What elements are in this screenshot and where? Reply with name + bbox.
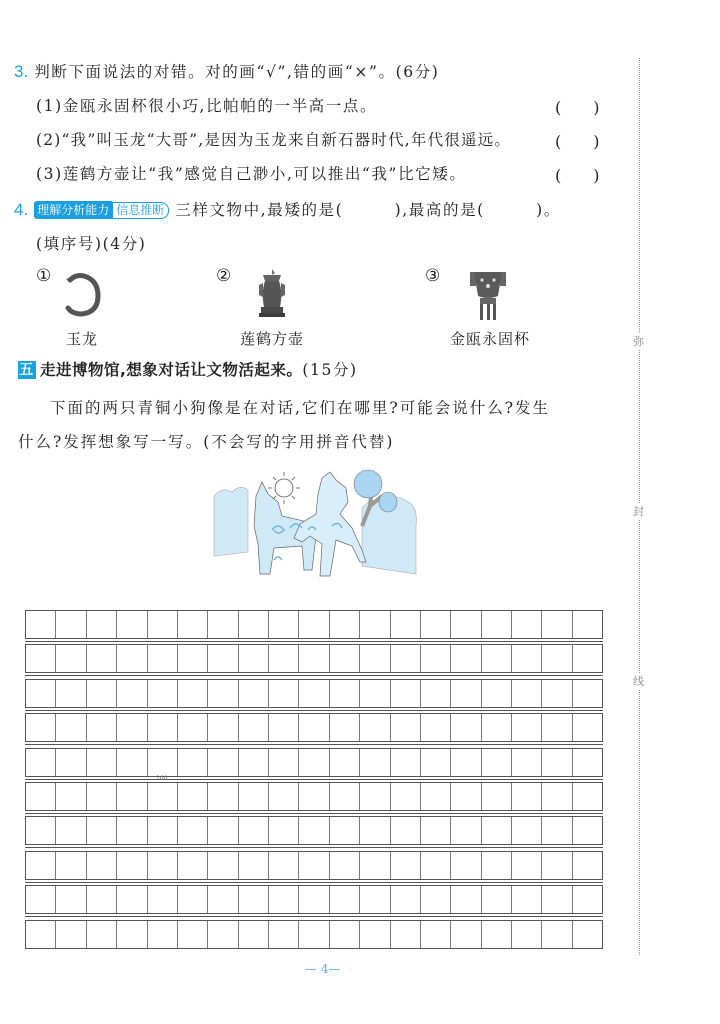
grid-cell[interactable]	[269, 783, 299, 810]
section-5-header	[18, 360, 358, 380]
grid-cell[interactable]	[299, 680, 329, 707]
grid-cell[interactable]	[482, 680, 512, 707]
grid-cell[interactable]	[269, 680, 299, 707]
grid-cell[interactable]	[26, 852, 56, 879]
grid-cell[interactable]	[391, 680, 421, 707]
section-number: 五	[19, 362, 35, 378]
grid-cell[interactable]	[208, 783, 238, 810]
grid-cell[interactable]	[148, 783, 178, 810]
grid-row[interactable]	[25, 816, 603, 845]
grid-cell[interactable]	[208, 645, 238, 672]
grid-cell[interactable]	[299, 611, 329, 638]
grid-cell[interactable]	[239, 714, 269, 741]
grid-cell[interactable]	[26, 817, 56, 844]
grid-cell[interactable]	[360, 817, 390, 844]
grid-cell[interactable]	[512, 714, 542, 741]
grid-cell[interactable]	[299, 749, 329, 776]
grid-cell[interactable]	[360, 714, 390, 741]
golden-cup-icon	[468, 268, 508, 322]
grid-cell[interactable]	[421, 714, 451, 741]
grid-cell[interactable]	[148, 852, 178, 879]
grid-cell[interactable]	[56, 749, 86, 776]
grid-cell[interactable]	[178, 783, 208, 810]
grid-cell[interactable]	[117, 852, 147, 879]
grid-cell[interactable]	[239, 921, 269, 948]
grid-cell[interactable]	[391, 921, 421, 948]
grid-cell[interactable]	[542, 783, 572, 810]
grid-cell[interactable]	[148, 921, 178, 948]
section-5-instructions-2	[18, 432, 394, 452]
grid-cell[interactable]	[451, 817, 481, 844]
skill-sub-badge: 信息推断	[112, 202, 169, 219]
grid-cell[interactable]	[421, 611, 451, 638]
grid-cell[interactable]	[573, 921, 602, 948]
grid-cell[interactable]	[299, 886, 329, 913]
grid-row[interactable]	[25, 782, 603, 811]
grid-cell[interactable]	[117, 645, 147, 672]
grid-cell[interactable]	[269, 921, 299, 948]
grid-gap-line	[25, 710, 603, 711]
grid-cell[interactable]	[482, 645, 512, 672]
grid-cell[interactable]	[330, 783, 360, 810]
question-3-item-3	[36, 164, 466, 184]
grid-cell[interactable]	[56, 817, 86, 844]
grid-cell[interactable]	[512, 749, 542, 776]
grid-cell[interactable]	[178, 680, 208, 707]
grid-cell[interactable]	[512, 680, 542, 707]
grid-cell[interactable]	[26, 680, 56, 707]
item-text: (2)“我”叫玉龙“大哥”,是因为玉龙来自新石器时代,年代很遥远。	[36, 131, 512, 149]
grid-cell[interactable]	[26, 749, 56, 776]
grid-cell[interactable]	[542, 680, 572, 707]
grid-cell[interactable]	[239, 852, 269, 879]
character-count-marker: 100	[156, 775, 168, 782]
grid-cell[interactable]	[56, 852, 86, 879]
grid-cell[interactable]	[87, 886, 117, 913]
grid-cell[interactable]	[391, 852, 421, 879]
grid-gap-line	[25, 882, 603, 883]
grid-cell[interactable]	[542, 611, 572, 638]
grid-cell[interactable]	[451, 852, 481, 879]
grid-cell[interactable]	[360, 645, 390, 672]
grid-cell[interactable]	[451, 886, 481, 913]
grid-cell[interactable]	[391, 749, 421, 776]
answer-blank[interactable]: ( )	[555, 132, 600, 151]
skill-badge: 理解分析能力	[34, 201, 112, 219]
grid-cell[interactable]	[542, 852, 572, 879]
bronze-dogs-illustration	[212, 466, 418, 590]
section-5-instructions-1	[50, 398, 550, 418]
grid-cell[interactable]	[56, 886, 86, 913]
grid-cell[interactable]	[482, 921, 512, 948]
item-text: (3)莲鹤方壶让“我”感觉自己渺小,可以推出“我”比它矮。	[36, 165, 467, 183]
grid-row[interactable]	[25, 713, 603, 742]
grid-cell[interactable]	[87, 921, 117, 948]
grid-cell[interactable]	[26, 921, 56, 948]
grid-cell[interactable]	[239, 749, 269, 776]
grid-cell[interactable]	[512, 645, 542, 672]
grid-cell[interactable]	[56, 714, 86, 741]
question-3-item-1	[36, 96, 377, 116]
artifact-index: ②	[216, 266, 232, 286]
grid-cell[interactable]	[208, 921, 238, 948]
artifact-name: 莲鹤方壶	[240, 330, 305, 348]
grid-row[interactable]	[25, 610, 603, 639]
grid-cell[interactable]	[573, 783, 602, 810]
grid-cell[interactable]	[512, 886, 542, 913]
artifact-index: ①	[36, 266, 52, 286]
grid-cell[interactable]	[56, 921, 86, 948]
grid-cell[interactable]	[360, 680, 390, 707]
grid-cell[interactable]	[148, 611, 178, 638]
grid-cell[interactable]	[360, 886, 390, 913]
grid-cell[interactable]	[299, 714, 329, 741]
grid-cell[interactable]	[542, 645, 572, 672]
grid-cell[interactable]	[148, 714, 178, 741]
grid-cell[interactable]	[542, 714, 572, 741]
grid-cell[interactable]	[512, 921, 542, 948]
grid-cell[interactable]	[330, 886, 360, 913]
grid-cell[interactable]	[269, 645, 299, 672]
grid-cell[interactable]	[391, 886, 421, 913]
grid-cell[interactable]	[330, 645, 360, 672]
grid-cell[interactable]	[269, 886, 299, 913]
grid-cell[interactable]	[117, 886, 147, 913]
grid-cell[interactable]	[87, 714, 117, 741]
grid-cell[interactable]	[573, 817, 602, 844]
grid-cell[interactable]	[421, 783, 451, 810]
grid-gap-line	[25, 744, 603, 745]
grid-cell[interactable]	[87, 680, 117, 707]
grid-cell[interactable]	[117, 680, 147, 707]
grid-gap-line	[25, 847, 603, 848]
grid-cell[interactable]	[299, 852, 329, 879]
grid-cell[interactable]	[421, 852, 451, 879]
grid-cell[interactable]	[421, 817, 451, 844]
grid-cell[interactable]	[117, 714, 147, 741]
grid-cell[interactable]	[330, 714, 360, 741]
grid-cell[interactable]	[208, 852, 238, 879]
grid-cell[interactable]	[391, 645, 421, 672]
grid-cell[interactable]	[330, 611, 360, 638]
grid-cell[interactable]	[542, 886, 572, 913]
grid-cell[interactable]	[269, 714, 299, 741]
grid-cell[interactable]	[573, 886, 602, 913]
grid-cell[interactable]	[208, 886, 238, 913]
grid-cell[interactable]	[56, 645, 86, 672]
grid-cell[interactable]	[542, 817, 572, 844]
grid-cell[interactable]	[360, 852, 390, 879]
grid-cell[interactable]	[482, 611, 512, 638]
grid-cell[interactable]	[299, 817, 329, 844]
grid-row[interactable]	[25, 748, 603, 777]
question-text: (填序号)(4分)	[36, 235, 147, 253]
margin-label: 线	[633, 675, 644, 688]
grid-cell[interactable]	[148, 749, 178, 776]
item-text: (1)金瓯永固杯很小巧,比帕帕的一半高一点。	[36, 97, 378, 115]
grid-cell[interactable]	[512, 783, 542, 810]
grid-cell[interactable]	[573, 714, 602, 741]
question-text: 三样文物中,最矮的是( ),最高的是( )。	[175, 201, 561, 219]
artifact-name: 金瓯永固杯	[450, 330, 531, 348]
grid-cell[interactable]	[269, 611, 299, 638]
grid-cell[interactable]	[391, 611, 421, 638]
question-3-item-2	[36, 130, 511, 150]
grid-gap-line	[25, 916, 603, 917]
grid-cell[interactable]	[87, 852, 117, 879]
grid-cell[interactable]	[421, 680, 451, 707]
grid-cell[interactable]	[269, 749, 299, 776]
grid-gap-line	[25, 675, 603, 676]
grid-cell[interactable]	[208, 714, 238, 741]
grid-cell[interactable]	[87, 783, 117, 810]
lotus-crane-pot-icon	[255, 267, 289, 321]
grid-cell[interactable]	[87, 645, 117, 672]
grid-cell[interactable]	[482, 749, 512, 776]
grid-cell[interactable]	[330, 817, 360, 844]
grid-cell[interactable]	[512, 817, 542, 844]
grid-cell[interactable]	[360, 611, 390, 638]
grid-cell[interactable]	[239, 817, 269, 844]
grid-cell[interactable]	[299, 783, 329, 810]
grid-cell[interactable]	[87, 749, 117, 776]
grid-cell[interactable]	[117, 749, 147, 776]
question-number: 3.	[14, 62, 29, 81]
grid-cell[interactable]	[26, 611, 56, 638]
grid-row[interactable]	[25, 920, 603, 949]
grid-cell[interactable]	[148, 680, 178, 707]
grid-cell[interactable]	[148, 886, 178, 913]
grid-cell[interactable]	[208, 817, 238, 844]
jade-dragon-icon	[62, 272, 104, 318]
answer-blank[interactable]: ( )	[555, 166, 600, 185]
grid-cell[interactable]	[451, 783, 481, 810]
grid-row[interactable]	[25, 679, 603, 708]
section-title: 走进博物馆,想象对话让文物活起来。	[40, 361, 303, 379]
grid-cell[interactable]	[330, 852, 360, 879]
grid-cell[interactable]	[87, 611, 117, 638]
grid-cell[interactable]	[239, 680, 269, 707]
grid-cell[interactable]	[239, 886, 269, 913]
grid-cell[interactable]	[573, 852, 602, 879]
grid-cell[interactable]	[360, 783, 390, 810]
grid-cell[interactable]	[330, 921, 360, 948]
grid-gap-line	[25, 779, 603, 780]
grid-cell[interactable]	[239, 645, 269, 672]
grid-cell[interactable]	[330, 749, 360, 776]
grid-cell[interactable]	[299, 921, 329, 948]
section-score: (15分)	[302, 361, 358, 379]
grid-cell[interactable]	[421, 749, 451, 776]
grid-cell[interactable]	[451, 611, 481, 638]
grid-cell[interactable]	[208, 611, 238, 638]
grid-cell[interactable]	[451, 749, 481, 776]
grid-cell[interactable]	[178, 645, 208, 672]
grid-row[interactable]	[25, 885, 603, 914]
instruction-text: 下面的两只青铜小狗像是在对话,它们在哪里?可能会说什么?发生	[50, 399, 551, 417]
grid-cell[interactable]	[391, 817, 421, 844]
grid-cell[interactable]	[482, 714, 512, 741]
grid-cell[interactable]	[87, 817, 117, 844]
grid-cell[interactable]	[512, 611, 542, 638]
artifact-name: 玉龙	[66, 330, 99, 348]
grid-cell[interactable]	[360, 749, 390, 776]
grid-cell[interactable]	[482, 852, 512, 879]
grid-cell[interactable]	[239, 783, 269, 810]
grid-cell[interactable]	[208, 680, 238, 707]
grid-gap-line	[25, 641, 603, 642]
grid-cell[interactable]	[26, 645, 56, 672]
grid-cell[interactable]	[178, 817, 208, 844]
grid-cell[interactable]	[360, 921, 390, 948]
grid-cell[interactable]	[269, 852, 299, 879]
grid-cell[interactable]	[117, 611, 147, 638]
grid-cell[interactable]	[26, 783, 56, 810]
grid-cell[interactable]	[178, 611, 208, 638]
question-text: 判断下面说法的对错。对的画“√”,错的画“×”。(6分)	[34, 63, 440, 81]
margin-label: 弥	[633, 335, 644, 348]
grid-cell[interactable]	[391, 783, 421, 810]
grid-cell[interactable]	[512, 852, 542, 879]
grid-cell[interactable]	[421, 886, 451, 913]
artifact-index: ③	[425, 266, 441, 286]
grid-cell[interactable]	[542, 749, 572, 776]
grid-cell[interactable]	[421, 921, 451, 948]
grid-cell[interactable]	[239, 611, 269, 638]
margin-label: 封	[633, 505, 644, 518]
question-number: 4.	[14, 200, 29, 219]
grid-cell[interactable]	[56, 611, 86, 638]
grid-cell[interactable]	[178, 852, 208, 879]
grid-cell[interactable]	[148, 817, 178, 844]
grid-cell[interactable]	[573, 611, 602, 638]
grid-cell[interactable]	[26, 886, 56, 913]
grid-cell[interactable]	[482, 886, 512, 913]
grid-cell[interactable]	[117, 783, 147, 810]
grid-cell[interactable]	[56, 783, 86, 810]
question-4-prompt-line2	[36, 234, 146, 254]
grid-cell[interactable]	[573, 645, 602, 672]
instruction-text: 什么?发挥想象写一写。(不会写的字用拼音代替)	[18, 433, 395, 451]
grid-row[interactable]	[25, 644, 603, 673]
grid-cell[interactable]	[451, 921, 481, 948]
question-4-prompt	[14, 200, 561, 220]
page-number: — 4—	[305, 962, 341, 976]
grid-cell[interactable]	[391, 714, 421, 741]
grid-cell[interactable]	[178, 921, 208, 948]
grid-cell[interactable]	[421, 645, 451, 672]
grid-cell[interactable]	[178, 749, 208, 776]
grid-cell[interactable]	[299, 645, 329, 672]
grid-cell[interactable]	[148, 645, 178, 672]
question-3-prompt	[14, 62, 439, 82]
grid-cell[interactable]	[573, 680, 602, 707]
grid-cell[interactable]	[451, 714, 481, 741]
grid-gap-line	[25, 813, 603, 814]
grid-cell[interactable]	[451, 680, 481, 707]
grid-cell[interactable]	[269, 817, 299, 844]
answer-blank[interactable]: ( )	[555, 98, 600, 117]
grid-cell[interactable]	[330, 680, 360, 707]
grid-cell[interactable]	[117, 817, 147, 844]
grid-cell[interactable]	[117, 921, 147, 948]
grid-cell[interactable]	[542, 921, 572, 948]
grid-cell[interactable]	[56, 680, 86, 707]
grid-cell[interactable]	[482, 783, 512, 810]
grid-cell[interactable]	[178, 714, 208, 741]
grid-cell[interactable]	[451, 645, 481, 672]
grid-cell[interactable]	[178, 886, 208, 913]
grid-cell[interactable]	[208, 749, 238, 776]
grid-cell[interactable]	[26, 714, 56, 741]
grid-row[interactable]	[25, 851, 603, 880]
grid-cell[interactable]	[482, 817, 512, 844]
grid-cell[interactable]	[573, 749, 602, 776]
